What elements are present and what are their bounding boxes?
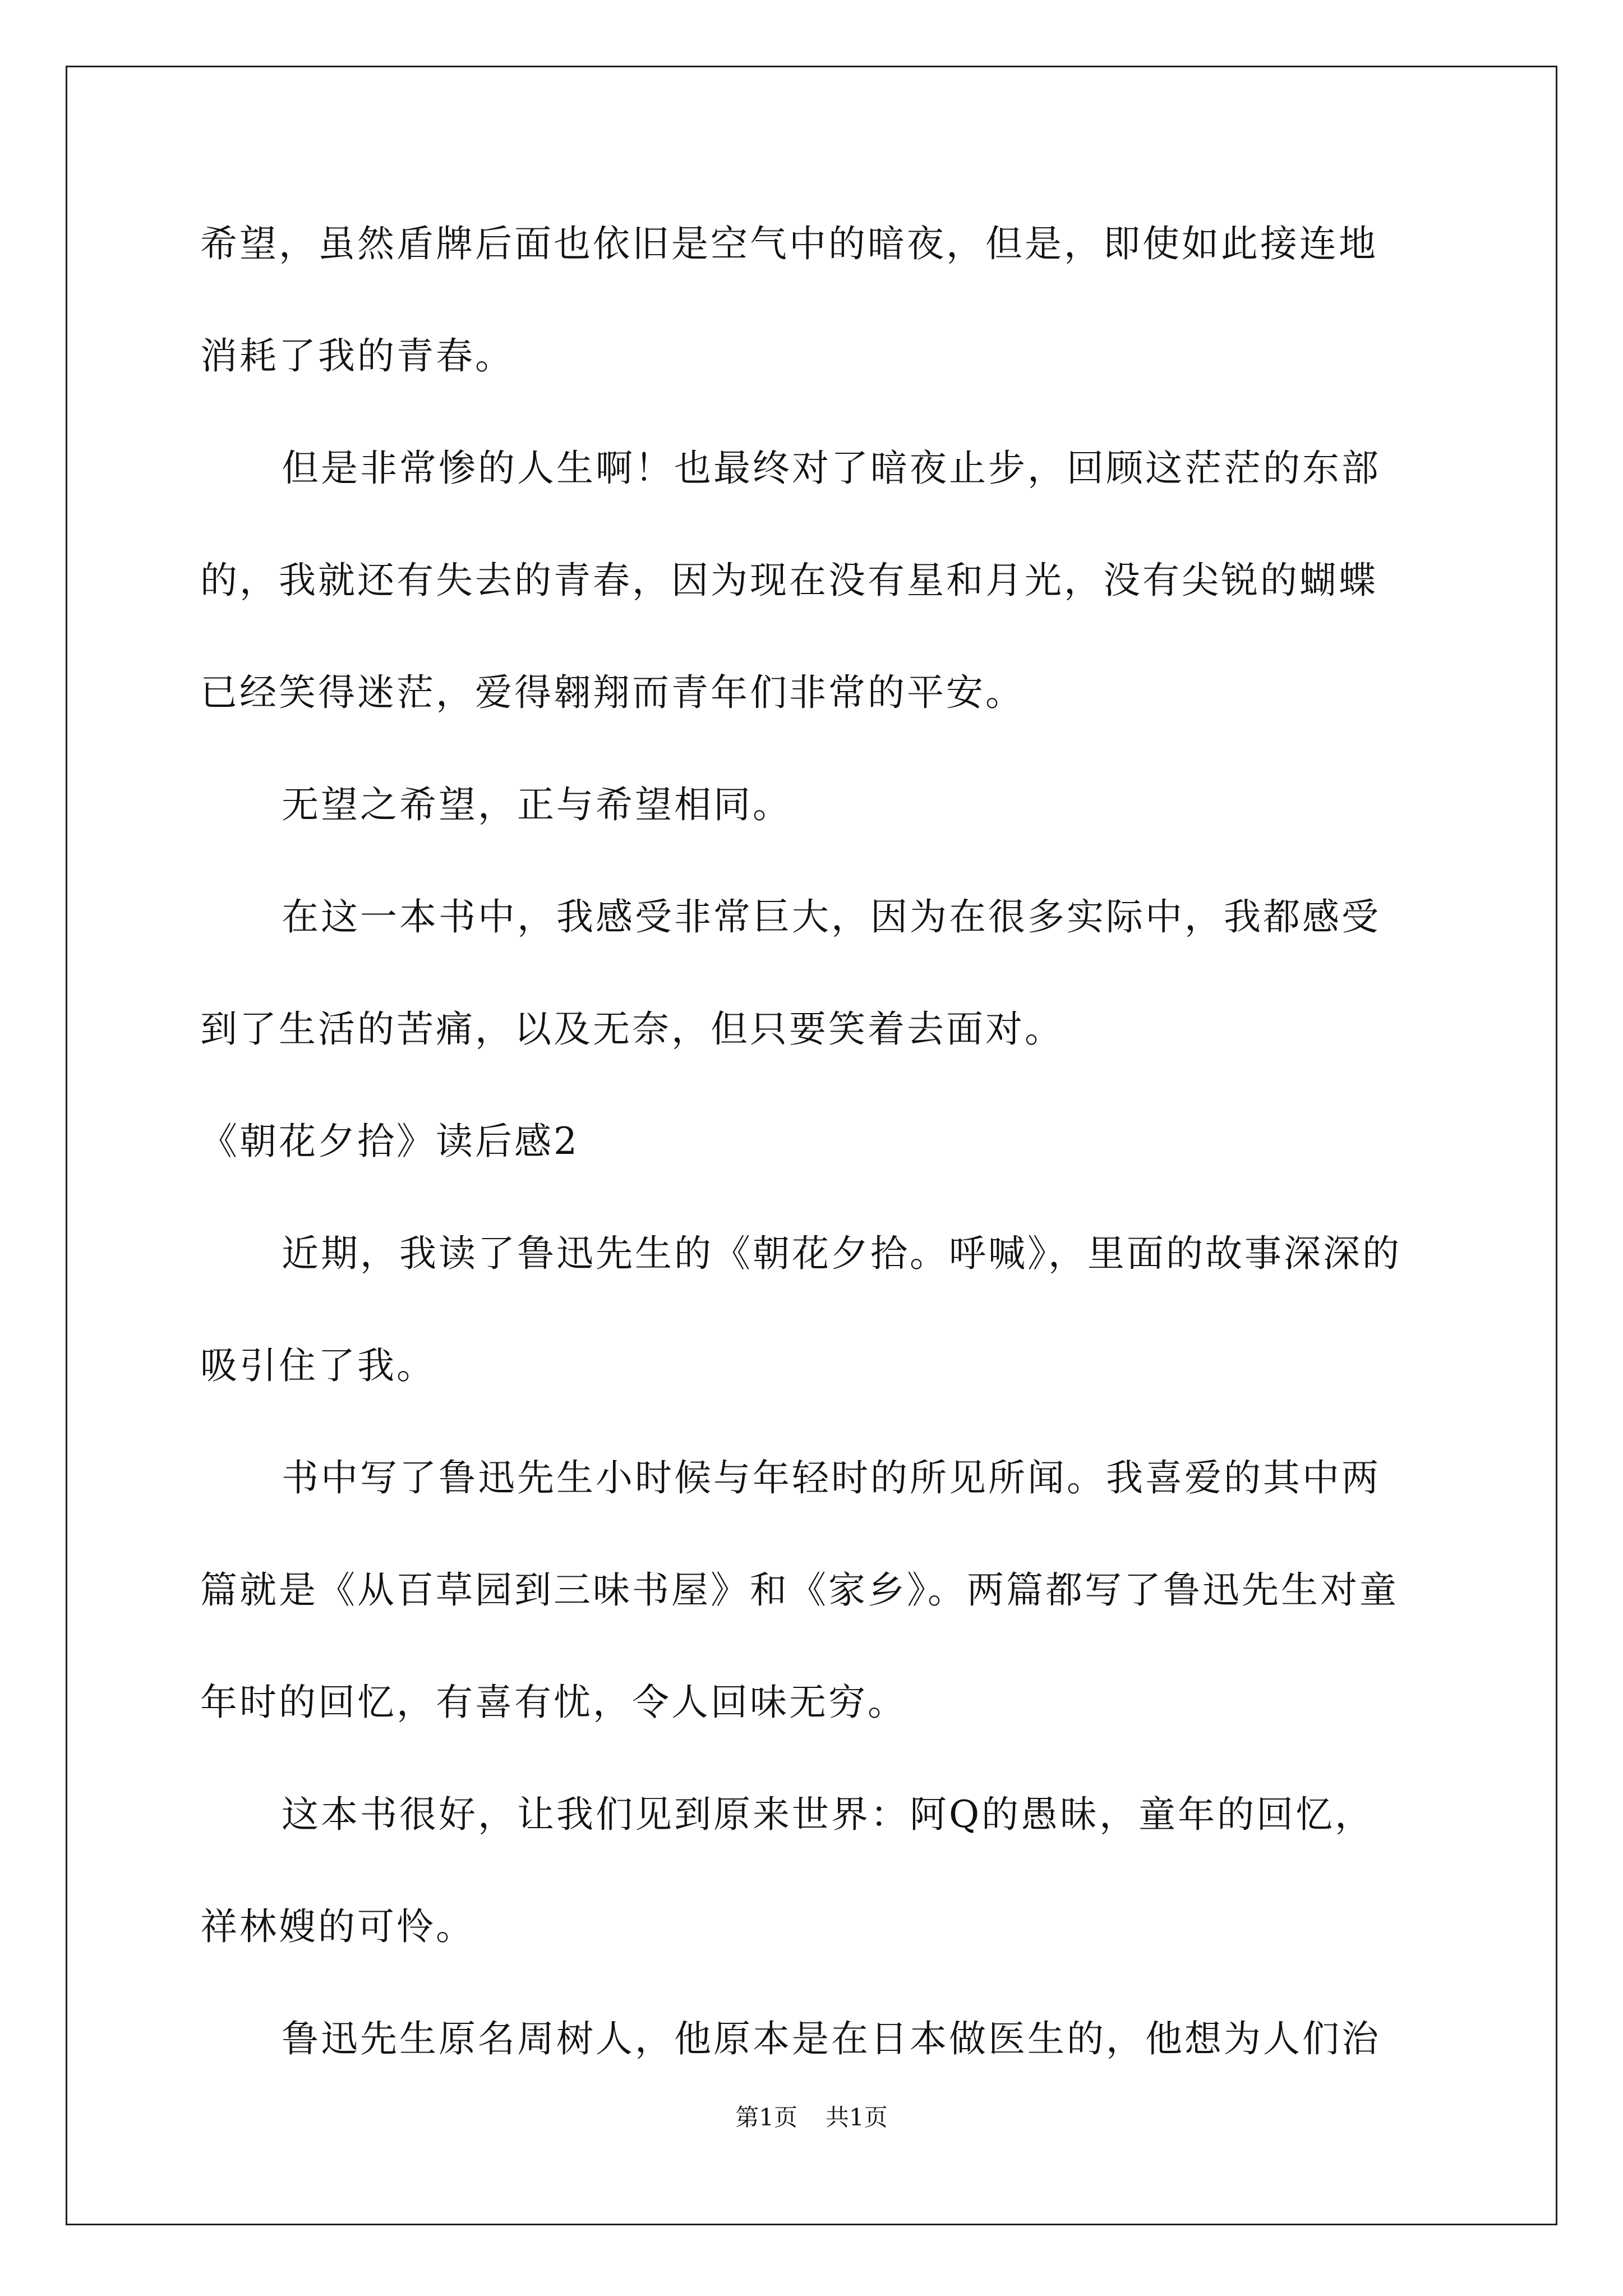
section-heading: 《朝花夕拾》读后感2 — [200, 1120, 579, 1163]
text-line: 到了生活的苦痛，以及无奈，但只要笑着去面对。 — [200, 1007, 1064, 1051]
paragraph-start-line: 这本书很好，让我们见到原来世界：阿Q的愚昧，童年的回忆， — [282, 1793, 1375, 1836]
text-line: 吸引住了我。 — [200, 1344, 436, 1387]
text-line: 消耗了我的青春。 — [200, 334, 514, 378]
paragraph-start-line: 无望之希望，正与希望相同。 — [282, 783, 792, 826]
page-total: 共1页 — [826, 2104, 888, 2131]
page-footer — [0, 2101, 1623, 2134]
text-line: 年时的回忆，有喜有忧，令人回味无穷。 — [200, 1681, 907, 1724]
paragraph-start-line: 鲁迅先生原名周树人，他原本是在日本做医生的，他想为人们治 — [282, 2017, 1381, 2060]
text-line: 已经笑得迷茫，爱得翱翔而青年们非常的平安。 — [200, 671, 1025, 714]
paragraph-start-line: 在这一本书中，我感受非常巨大，因为在很多实际中，我都感受 — [282, 895, 1381, 938]
text-line: 希望，虽然盾牌后面也依旧是空气中的暗夜，但是，即使如此接连地 — [200, 222, 1378, 265]
paragraph-start-line: 近期，我读了鲁迅先生的《朝花夕拾。呼喊》，里面的故事深深的 — [282, 1232, 1401, 1275]
text-line: 的，我就还有失去的青春，因为现在没有星和月光，没有尖锐的蝴蝶 — [200, 559, 1378, 602]
paragraph-start-line: 书中写了鲁迅先生小时候与年轻时的所见所闻。我喜爱的其中两 — [282, 1456, 1381, 1499]
text-line: 祥林嫂的可怜。 — [200, 1905, 475, 1948]
page-number: 第1页 — [735, 2104, 797, 2131]
paragraph-start-line: 但是非常惨的人生啊！也最终对了暗夜止步，回顾这茫茫的东部 — [282, 447, 1381, 490]
text-line: 篇就是《从百草园到三味书屋》和《家乡》。两篇都写了鲁迅先生对童 — [200, 1568, 1399, 1612]
